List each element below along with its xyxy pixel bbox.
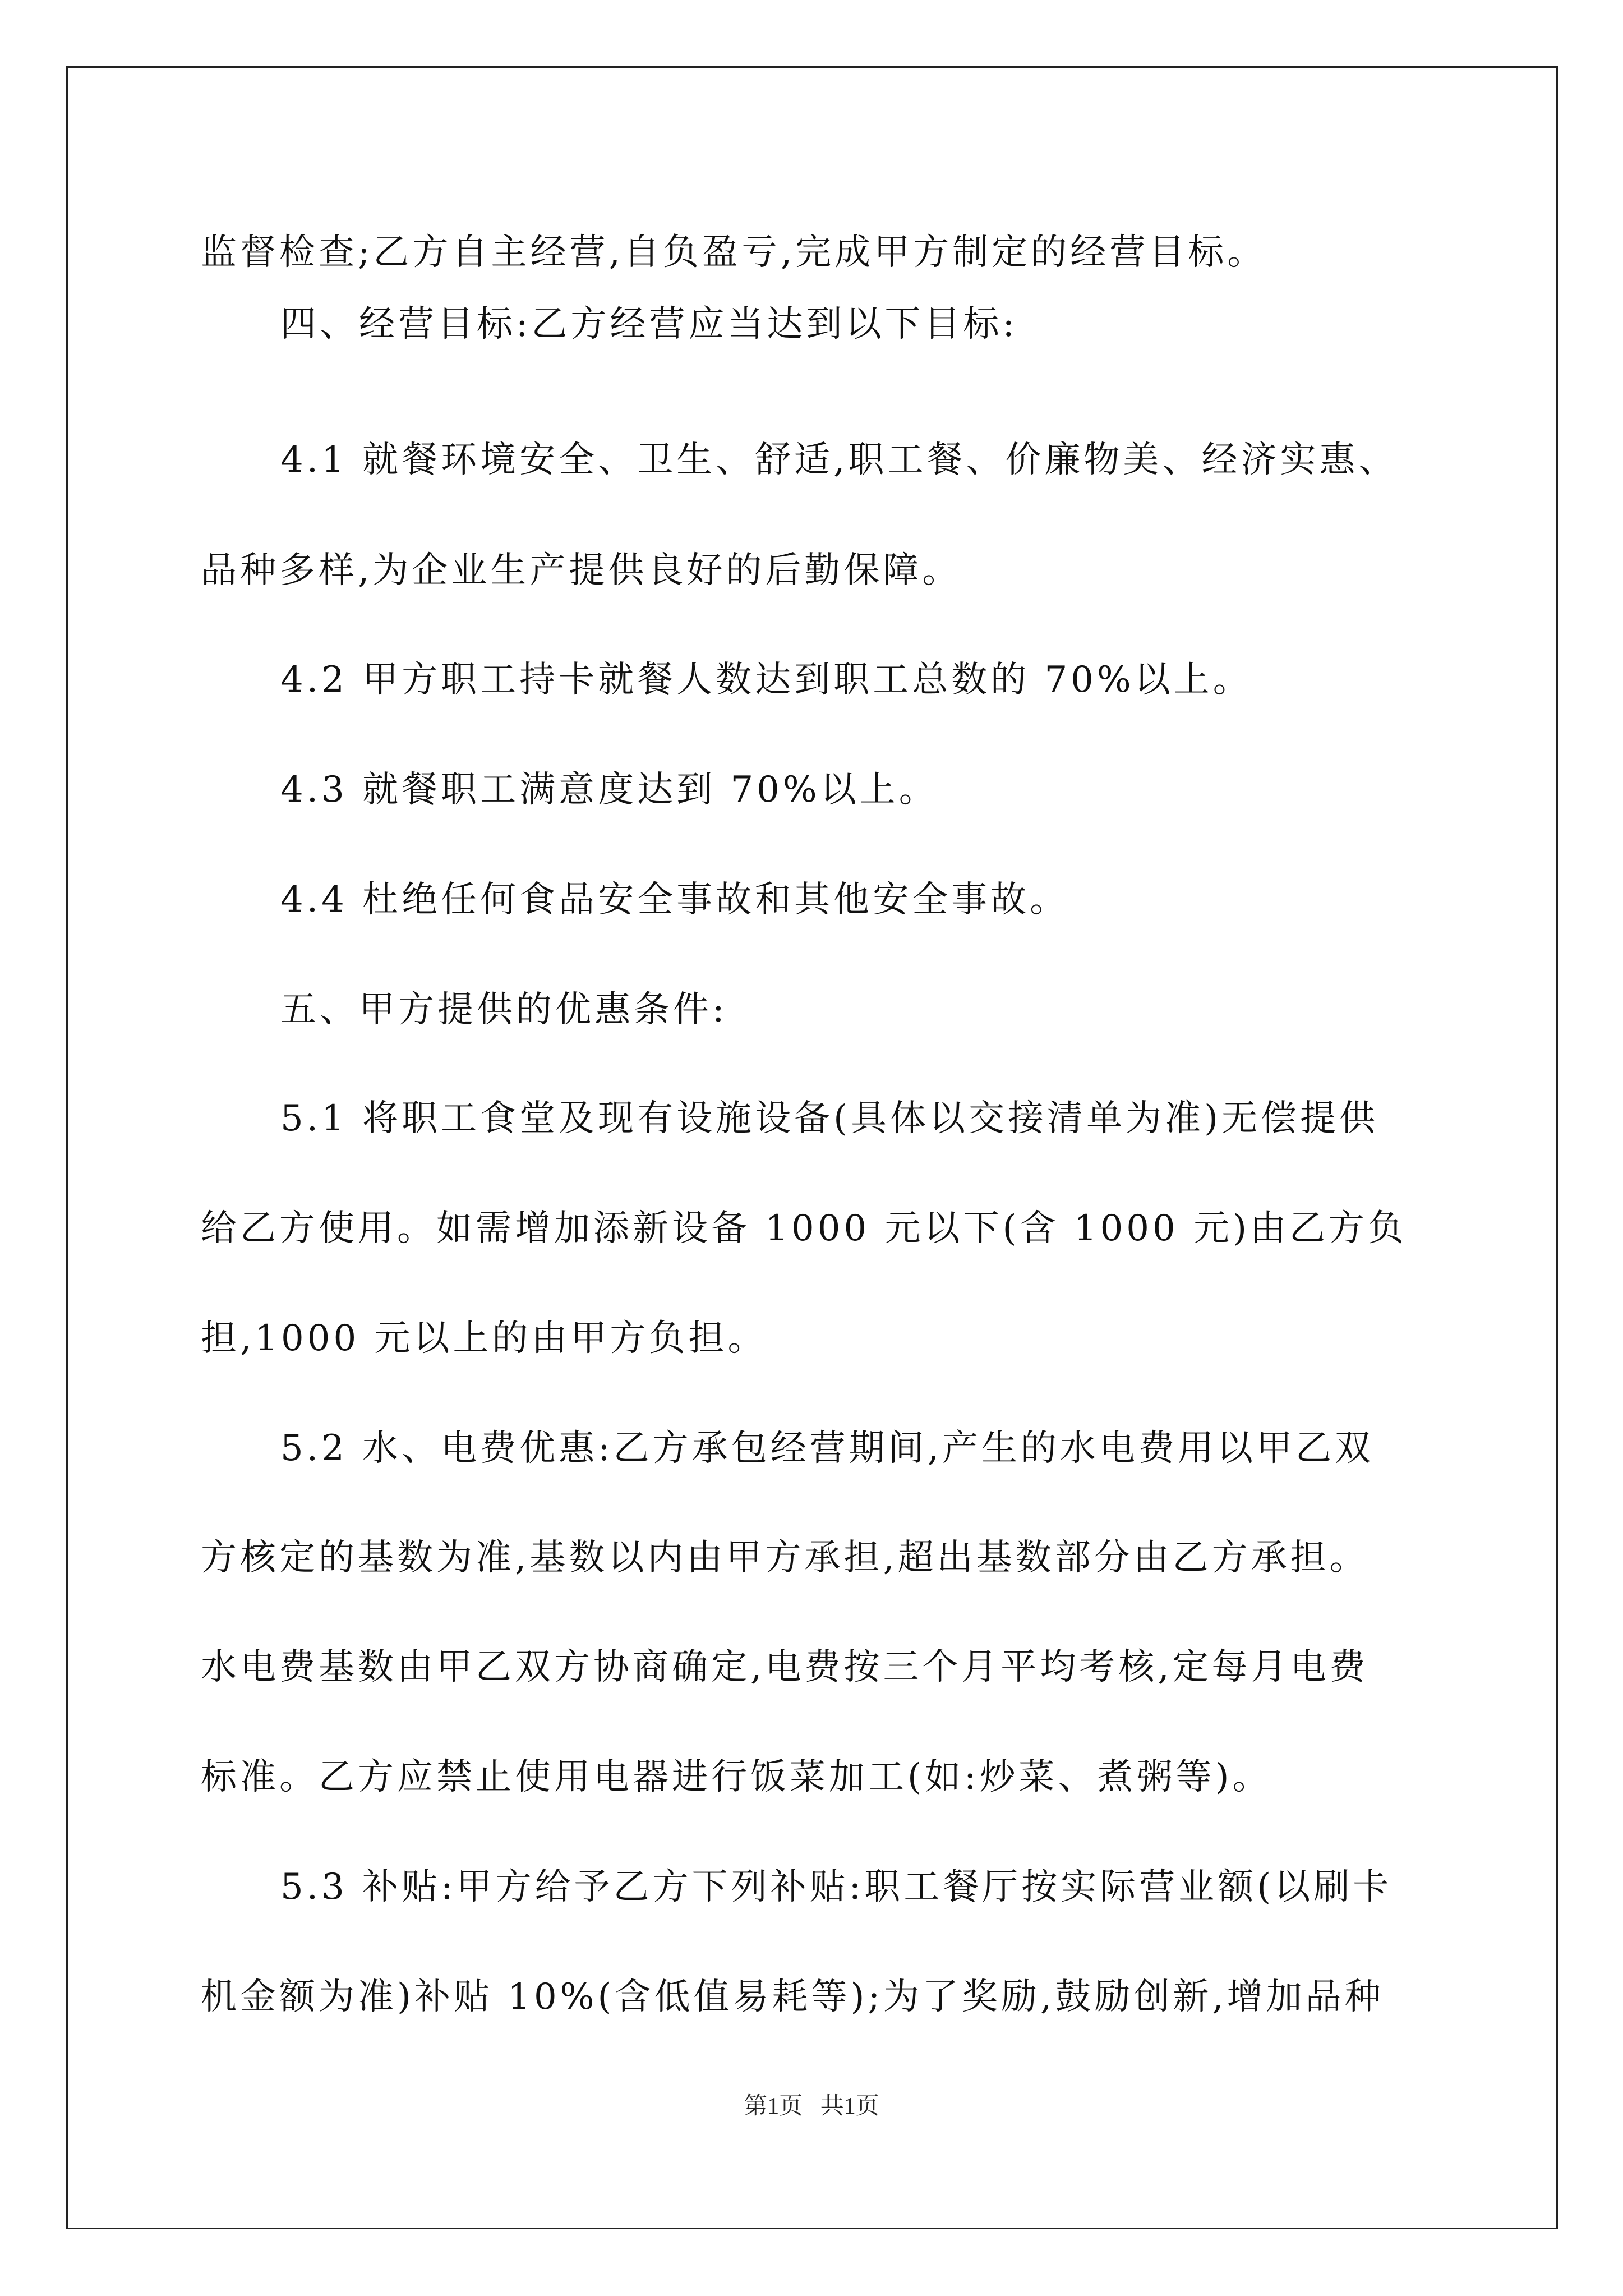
text-line: 4.4 杜绝任何食品安全事故和其他安全事故。: [280, 879, 1069, 921]
text-line: 五、甲方提供的优惠条件:: [280, 989, 728, 1030]
text-line: 5.2 水、电费优惠:乙方承包经营期间,产生的水电费用以甲乙双: [280, 1428, 1375, 1469]
text-line: 5.1 将职工食堂及现有设施设备(具体以交接清单为准)无偿提供: [280, 1098, 1379, 1139]
text-line: 4.2 甲方职工持卡就餐人数达到职工总数的 70%以上。: [280, 659, 1252, 701]
text-line: 担,1000 元以上的由甲方负担。: [201, 1318, 767, 1359]
text-line: 机金额为准)补贴 10%(含低值易耗等);为了奖励,鼓励创新,增加品种: [201, 1976, 1384, 2018]
text-line: 水电费基数由甲乙双方协商确定,电费按三个月平均考核,定每月电费: [201, 1646, 1369, 1688]
text-line: 给乙方使用。如需增加添新设备 1000 元以下(含 1000 元)由乙方负: [201, 1208, 1408, 1249]
text-line: 品种多样,为企业生产提供良好的后勤保障。: [201, 550, 962, 591]
text-line: 5.3 补贴:甲方给予乙方下列补贴:职工餐厅按实际营业额(以刷卡: [280, 1866, 1393, 1908]
text-line: 监督检查;乙方自主经营,自负盈亏,完成甲方制定的经营目标。: [201, 232, 1267, 273]
page-footer: 第1页 共1页: [744, 2093, 879, 2119]
text-line: 四、经营目标:乙方经营应当达到以下目标:: [280, 303, 1018, 345]
text-line: 4.1 就餐环境安全、卫生、舒适,职工餐、价廉物美、经济实惠、: [280, 439, 1398, 481]
text-line: 4.3 就餐职工满意度达到 70%以上。: [280, 769, 938, 811]
text-line: 标准。乙方应禁止使用电器进行饭菜加工(如:炒菜、煮粥等)。: [201, 1756, 1272, 1798]
text-line: 方核定的基数为准,基数以内由甲方承担,超出基数部分由乙方承担。: [201, 1537, 1369, 1579]
